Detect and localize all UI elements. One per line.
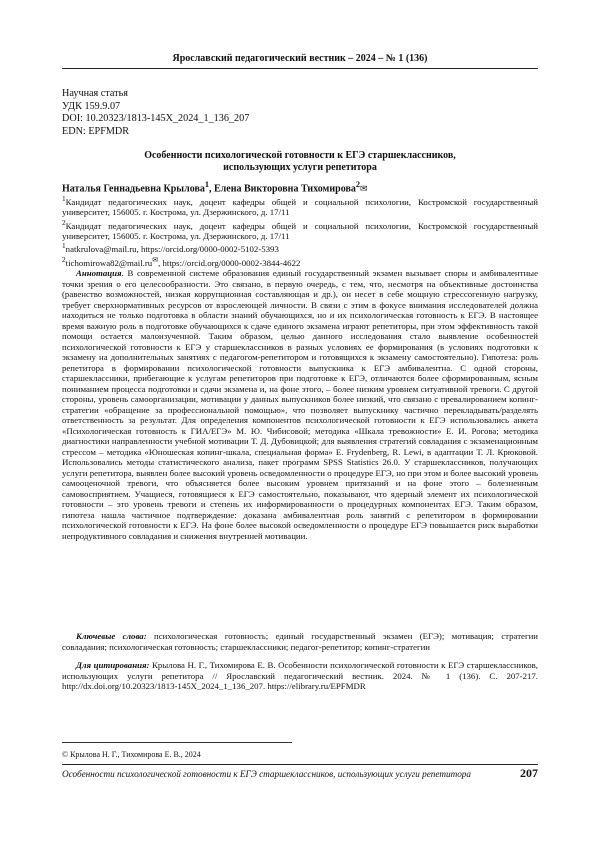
header-divider [62,68,538,69]
running-title: Особенности психологической готовности к ЕГЭ старшеклассников, использующих услуги репетитора [62,769,471,779]
keywords-label: Ключевые слова: [76,631,147,641]
affiliation-1: $^1$Кандидат педагогических наук, доцент кафедры общей и социальной психологии, Костромской государственный университет, 156005. г. Кострома, ул. Дзержинского, д. 17/11 [62,194,538,218]
affiliations [62,194,538,268]
author-1: Наталья Геннадьевна Крылова [62,183,205,195]
affiliation-2: $^2$Кандидат педагогических наук, доцент кафедры общей и социальной психологии, Костромской государственный университет, 156005. г. Кострома, ул. Дзержинского, д. 17/11 [62,217,538,242]
udk-code: УДК 159.9.07 [62,100,121,112]
footnote-divider [62,742,292,743]
citation-text: Крылова Н. Г., Тихомирова Е. В. Особенности психологической готовности к ЕГЭ старшеклассников, использующих услуги репетитора // Ярославский педагогический вестник. 2024. № 1 (136). С. 207-217. http://dx.doi.org/10.20323/1813-145X_2024_1_136_207. https://elibrary.ru/EPFMDR [62,660,539,691]
article-title [80,150,520,175]
title-line-1: Особенности психологической готовности к ЕГЭ старшеклассников, [144,150,456,161]
author-2-mark: 2 [355,180,361,189]
envelope-icon: ✉ [152,255,159,264]
contact-1-link[interactable]: natkrulova@mail.ru, https://orcid.org/0000-0002-5102-5393 [65,244,279,255]
copyright-note: © Крылова Н. Г., Тихомирова Е. В., 2024 [62,750,201,759]
envelope-icon: ✉ [360,183,368,194]
author-1-mark: 1 [204,180,210,189]
keywords-text: психологическая готовность; единый государственный экзамен (ЕГЭ); мотивация; стратегии совладания; психологическая готовность; старшеклассники; педагог-репетитор; копинг-стратегии [62,631,538,652]
contact-2: $^2$tichomirowa82@mail.ru✉, https://orcid.org/0000-0002-3844-4622 [62,254,301,268]
edn-line: EDN: EPFMDR [62,125,130,137]
author-separator: , [209,183,215,195]
journal-header [62,53,538,64]
abstract-text: . В современной системе образования единый государственный экзамен вызывает споры и амбивалентные точки зрения о его целесообразности. Это связано, в первую очередь, с тем, что, несмотря на объективные достоинства (равенство возможностей, низкая коррупционная составляющая и др.), он несет в себе мощную стрессогенную нагрузку, требует сверхнормативных ресурсов от взрослеющей личности. В связи с этим в фокусе внимания исследователей должна находиться не только подготовка в области знаний обучающихся, но и их психологическая готовность к ЕГЭ. В настоящее время важную роль в подготовке обучающихся к сдаче единого экзамена играют репетиторы, при этом эффективность такой помощи остается малоизученной. Таким образом, целью данного исследования стало выявление особенностей психологической готовности к ЕГЭ у старшеклассников в разных условиях ее формирования (в условиях подготовки к экзамену на дополнительных занятиях с педагогом-репетитором и готовящихся к экзамену самостоятельно). Гипотеза: роль репетитора в формировании психологической готовности выпускника к ЕГЭ амбивалентна. С одной стороны, старшеклассники, прибегающие к услугам репетиторов при подготовке к ЕГЭ, отличаются более сформированным, ясным пониманием процесса подготовки и сдачи экзамена и, на фоне этого, – более низким уровнем ситуативной тревоги. С другой стороны, уровень самоорганизации, мотивации у данных выпускников более низкий, что связано с превалированием копинг-стратегии «обращение за профессиональной помощью», что позволяет выпускнику частично перекладывать/разделять ответственность за результат. Для определения компонентов психологической готовности к ЕГЭ использовались анкета «Психологическая готовность к ГИА/ЕГЭ» М. Ю. Чибисовой; методика «Шкала тревожности» Е. И. Рогова; методика диагностики направленности учебной мотивации Т. Д. Дубовицкой; для выявления стратегий совладания с экзаменационным стрессом – методика «Юношеская копинг-шкала, специальная форма» E. Frydenberg, R. Lewi, в адаптации Т. Л. Крюковой. Использовались методы статистического анализа, пакет программ SPSS Statistics 26.0. У старшеклассников, получающих услуги репетитора, выявлен более высокий уровень осведомленности о процедуре ЕГЭ, но при этом и более высокий уровень самооценочной тревоги, что объясняется более высоким уровнем притязаний и на фоне этого – болезненным самовосприятием. Учащиеся, готовящиеся к ЕГЭ самостоятельно, показывают, что ядерный элемент их психологической готовности – это уровень тревоги и степень их информированности о процедурных компонентах ЕГЭ. Таким образом, гипотеза нашла частичное подтверждение: доказана амбивалентная роль занятий с репетитором в формировании психологической готовности к ЕГЭ. На фоне более высокой осведомленности о процедуре ЕГЭ повышается риск выработки непродуктивного совладания и снижения внутренней мотивации. [62,268,538,541]
author-2: Елена Викторовна Тихомирова [214,183,356,195]
contact-2-orcid[interactable]: , https://orcid.org/0000-0002-3844-4622 [158,257,301,268]
contact-2-email[interactable]: tichomirowa82@mail.ru [65,257,153,268]
article-meta [62,88,249,138]
doi-line: DOI: 10.20323/1813-145X_2024_1_136_207 [62,113,250,125]
footer-divider [62,764,538,765]
citation [62,660,538,692]
contact-1: $^1$natkrulova@mail.ru, https://orcid.org/0000-0002-5102-5393 [62,241,279,255]
journal-name: Ярославский педагогический вестник [172,53,346,64]
title-line-2: использующих услуги репетитора [223,162,377,174]
citation-label: Для цитирования: [76,660,150,670]
article-type: Научная статья [62,88,128,99]
keywords [62,631,538,652]
author-list [62,180,538,194]
journal-issue: – 2024 – № 1 (136) [345,53,428,64]
page-number: 207 [520,766,538,780]
abstract [62,268,538,541]
abstract-label: Аннотация [76,268,122,278]
